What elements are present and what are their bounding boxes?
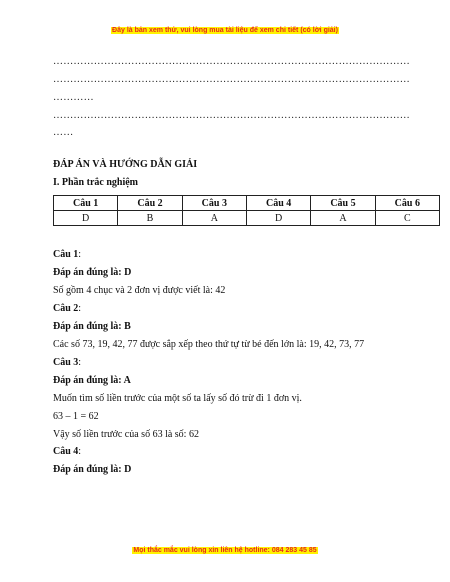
hotline-banner-text: Mọi thắc mắc vui lòng xin liên hệ hotline: 084 283 45 85 xyxy=(133,547,317,554)
question-label: Câu 4: xyxy=(53,446,82,457)
dotted-line: …………………………………………………………………………………………… xyxy=(53,56,410,67)
answer-cell: A xyxy=(182,211,246,226)
dotted-line: …………………………………………………………………………………………… xyxy=(53,74,410,85)
preview-banner-text: Đây là bản xem thử, vui lòng mua tài liệu để xem chi tiết (có lời giải) xyxy=(112,27,338,34)
answer-table-row xyxy=(54,211,440,226)
correct-answer: Đáp án đúng là: D xyxy=(53,267,132,278)
solution-text: 63 – 1 = 62 xyxy=(53,411,99,422)
question-header: Câu 6 xyxy=(375,196,439,211)
question-header: Câu 5 xyxy=(311,196,375,211)
answer-cell: D xyxy=(54,211,118,226)
solution-text: Muốn tìm số liền trước của một số ta lấy số đó trừ đi 1 đơn vị. xyxy=(53,393,302,404)
question-header: Câu 1 xyxy=(54,196,118,211)
solution-text: Vậy số liền trước của số 63 là số: 62 xyxy=(53,429,199,440)
correct-answer: Đáp án đúng là: D xyxy=(53,464,132,475)
answer-cell: B xyxy=(118,211,182,226)
correct-answer: Đáp án đúng là: B xyxy=(53,321,131,332)
answer-cell: C xyxy=(375,211,439,226)
answer-table xyxy=(53,195,440,226)
solution-text: Các số 73, 19, 42, 77 được sắp xếp theo thứ tự từ bé đến lớn là: 19, 42, 73, 77 xyxy=(53,339,365,350)
answer-cell: A xyxy=(311,211,375,226)
question-header: Câu 2 xyxy=(118,196,182,211)
dotted-line: …… xyxy=(53,127,74,138)
answer-cell: D xyxy=(246,211,310,226)
question-label: Câu 2: xyxy=(53,303,82,314)
solution-text: Số gồm 4 chục và 2 đơn vị được viết là: 42 xyxy=(53,285,226,296)
question-header: Câu 3 xyxy=(182,196,246,211)
section-title: ĐÁP ÁN VÀ HƯỚNG DẪN GIẢI xyxy=(53,159,198,170)
question-header: Câu 4 xyxy=(246,196,310,211)
hotline-banner xyxy=(0,547,450,554)
dotted-line: ………… xyxy=(53,92,94,103)
question-label: Câu 1: xyxy=(53,249,82,260)
answer-table-header-row xyxy=(54,196,440,211)
dotted-line: …………………………………………………………………………………………… xyxy=(53,110,410,121)
part-title: I. Phần trắc nghiệm xyxy=(53,177,138,188)
preview-banner xyxy=(0,27,450,34)
question-label: Câu 3: xyxy=(53,357,82,368)
correct-answer: Đáp án đúng là: A xyxy=(53,375,131,386)
